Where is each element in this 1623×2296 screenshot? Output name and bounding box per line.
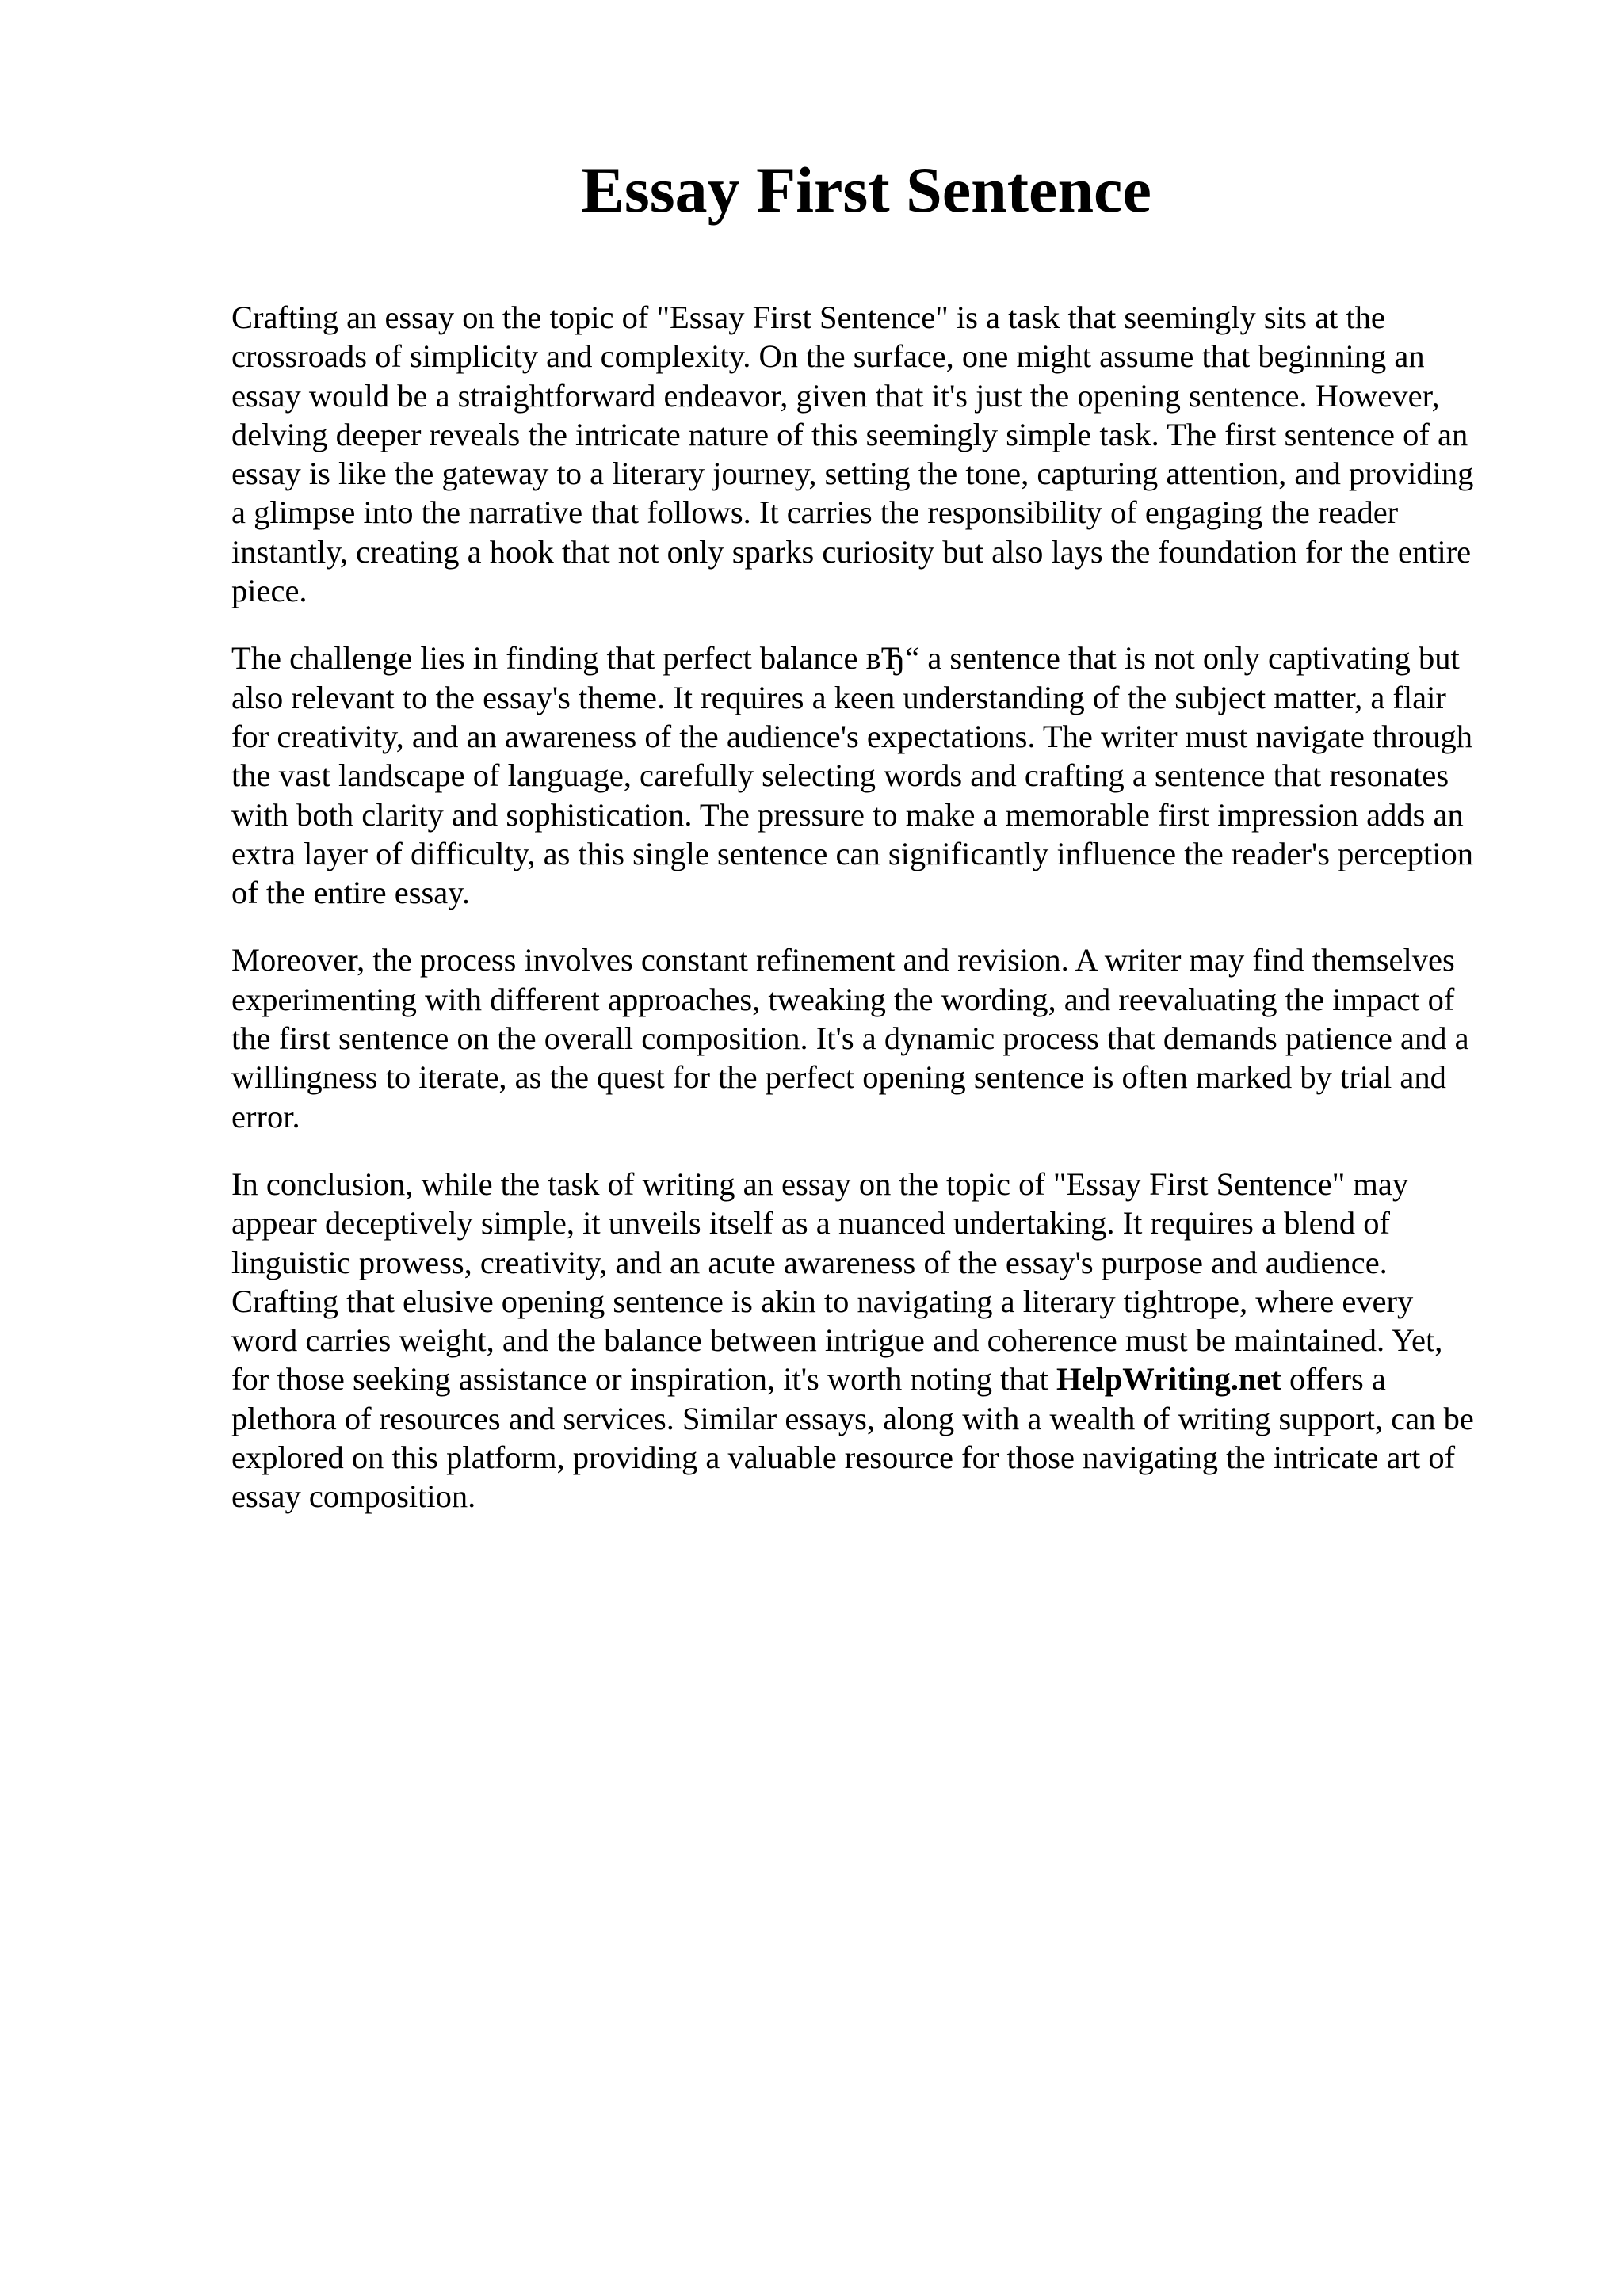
text-line: The challenge lies in finding that perfect balance вЂ“ a sentence that is not only captivating but	[231, 640, 1460, 677]
text-line: of the entire essay.	[231, 875, 471, 911]
text-fragment: offers a	[1281, 1361, 1386, 1398]
text-line: Crafting an essay on the topic of "Essay First Sentence" is a task that seemingly sits at the	[231, 299, 1385, 335]
essay-body	[231, 298, 1515, 1545]
paragraph-1	[231, 298, 1515, 610]
document-title: Essay First Sentence	[581, 154, 1151, 226]
text-line: essay composition.	[231, 1478, 476, 1515]
text-line: piece.	[231, 573, 307, 609]
text-line: with both clarity and sophistication. The pressure to make a memorable first impression adds an	[231, 796, 1464, 833]
text-line: the vast landscape of language, carefully selecting words and crafting a sentence that resonates	[231, 757, 1449, 794]
text-fragment: for those seeking assistance or inspiration, it's worth noting that	[231, 1361, 1056, 1398]
text-line: crossroads of simplicity and complexity. On the surface, one might assume that beginning an	[231, 338, 1425, 375]
paragraph-3	[231, 940, 1515, 1135]
text-line: appear deceptively simple, it unveils itself as a nuanced undertaking. It requires a blend of	[231, 1205, 1390, 1241]
text-line: word carries weight, and the balance between intrigue and coherence must be maintained. Yet,	[231, 1322, 1443, 1359]
text-line: for creativity, and an awareness of the audience's expectations. The writer must navigate through	[231, 718, 1472, 754]
text-line: a glimpse into the narrative that follows. It carries the responsibility of engaging the reader	[231, 494, 1399, 531]
text-line: linguistic prowess, creativity, and an acute awareness of the essay's purpose and audience.	[231, 1244, 1388, 1280]
text-line: experimenting with different approaches, tweaking the wording, and reevaluating the impact of	[231, 981, 1455, 1017]
text-line: also relevant to the essay's theme. It requires a keen understanding of the subject matter, a flair	[231, 679, 1446, 715]
text-line-with-brand	[231, 1360, 1515, 1398]
text-line: essay would be a straightforward endeavor, given that it's just the opening sentence. However,	[231, 377, 1440, 414]
text-line: delving deeper reveals the intricate nature of this seemingly simple task. The first sentence of an	[231, 416, 1468, 452]
brand-link[interactable]: HelpWriting.net	[1056, 1361, 1281, 1398]
text-line: essay is like the gateway to a literary journey, setting the tone, capturing attention, and providing	[231, 456, 1474, 492]
text-line: Moreover, the process involves constant refinement and revision. A writer may find themselves	[231, 942, 1455, 978]
text-line: explored on this platform, providing a valuable resource for those navigating the intricate art of	[231, 1440, 1456, 1476]
text-line: error.	[231, 1098, 300, 1135]
text-line: extra layer of difficulty, as this single sentence can significantly influence the reader's perception	[231, 835, 1474, 871]
paragraph-4	[231, 1165, 1515, 1516]
paragraph-2	[231, 639, 1515, 912]
text-line: In conclusion, while the task of writing an essay on the topic of "Essay First Sentence" may	[231, 1165, 1409, 1202]
text-line: willingness to iterate, as the quest for the perfect opening sentence is often marked by trial and	[231, 1059, 1446, 1096]
text-line: plethora of resources and services. Similar essays, along with a wealth of writing support, can be	[231, 1400, 1474, 1436]
text-line: Crafting that elusive opening sentence is akin to navigating a literary tightrope, where every	[231, 1283, 1414, 1319]
text-line: the first sentence on the overall composition. It's a dynamic process that demands patience and a	[231, 1020, 1469, 1057]
text-line: instantly, creating a hook that not only sparks curiosity but also lays the foundation for the entire	[231, 533, 1472, 570]
